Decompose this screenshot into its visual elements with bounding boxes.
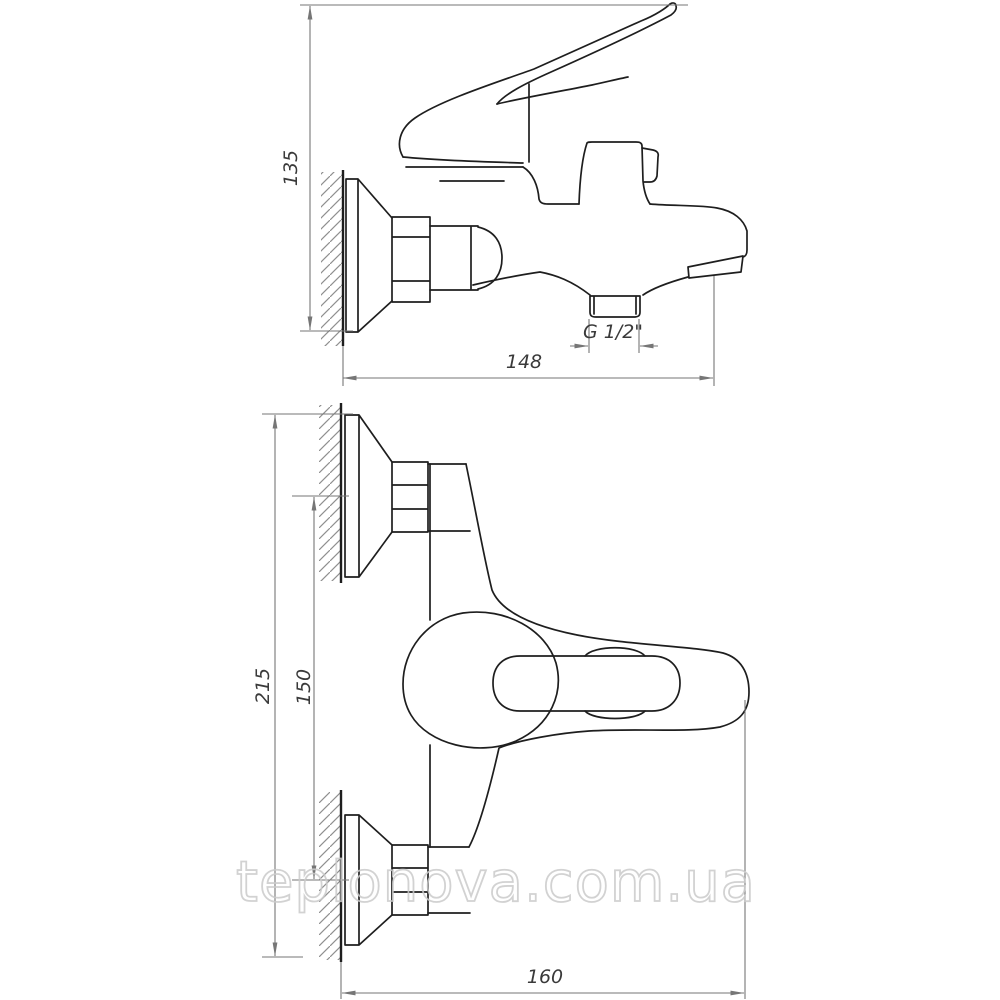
handle-accent-line [497,77,628,104]
dimension-thread [570,319,658,353]
pivot-circle-arcs [585,648,645,719]
escutcheon-flange-top [345,415,392,577]
spout-aerator [688,256,743,278]
body-outline-right [650,204,747,257]
dimension-label-135: 135 [280,149,302,187]
handle-grip [493,656,680,711]
mounting-nut [392,217,430,302]
diverter-knob [579,142,650,204]
cartridge-dome [403,612,558,748]
fitting-stub-top [428,464,470,531]
body-shoulder [523,167,579,204]
dimension-label-148: 148 [505,351,543,373]
diverter-tab [642,148,658,182]
hood-base-lines [403,157,523,181]
watermark-text: teplonova.com.ua [236,850,756,915]
body-underside-right [643,277,688,295]
dimension-148 [343,276,714,386]
thread-size-label: G 1/2" [582,321,644,343]
wall-hatching [321,172,343,346]
dimension-label-215: 215 [252,667,274,705]
wall-hatching-top [319,405,341,581]
dimension-label-150: 150 [293,668,315,706]
dimension-label-160: 160 [526,966,564,988]
handle-lever [399,3,676,157]
thread-spigot [590,296,640,317]
escutcheon-flange [346,179,392,332]
side-view [280,3,747,386]
mounting-nut-top [392,462,428,532]
